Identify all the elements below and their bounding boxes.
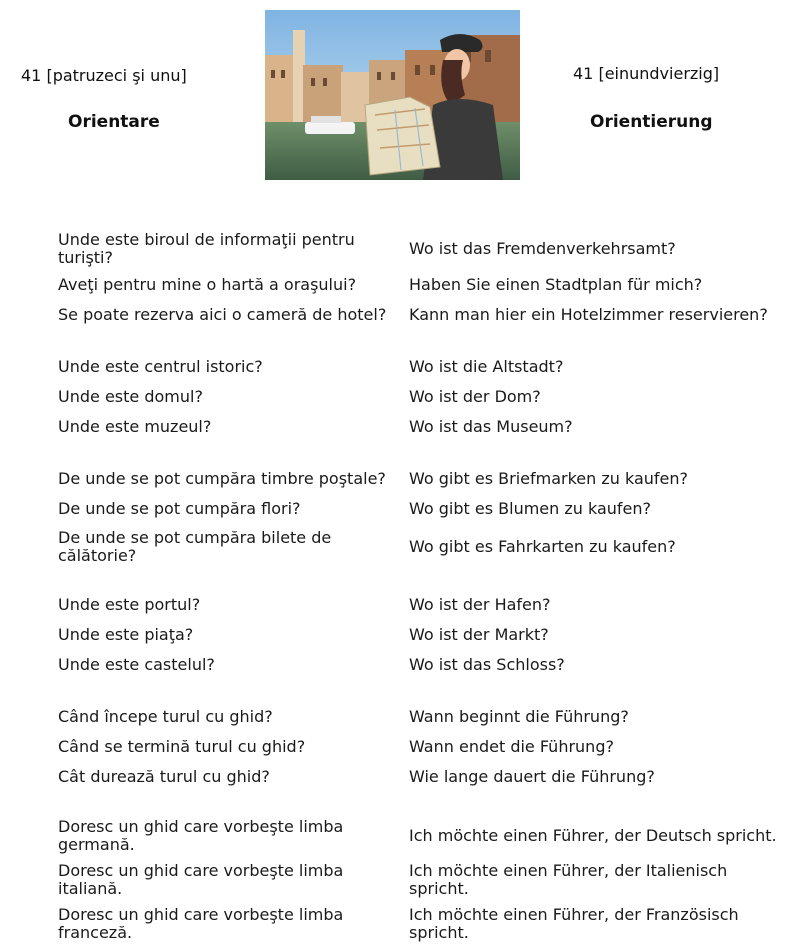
phrase-de: Ich möchte einen Führer, der Italienisch spricht.: [409, 861, 728, 898]
lesson-number-de: 41 [einundvierzig]: [573, 64, 720, 83]
phrase-ro: Unde este biroul de informaţii pentru turişti?: [58, 230, 355, 267]
phrase-de: Haben Sie einen Stadtplan für mich?: [409, 275, 703, 294]
phrase-de: Wo ist die Altstadt?: [409, 357, 564, 376]
phrase-de: Wo ist der Dom?: [409, 387, 541, 406]
phrase-ro: Aveţi pentru mine o hartă a oraşului?: [58, 275, 357, 294]
phrase-de: Wie lange dauert die Führung?: [409, 767, 655, 786]
lesson-title-de: Orientierung: [590, 112, 713, 132]
phrase-de: Wo ist der Markt?: [409, 625, 549, 644]
phrase-de: Wo gibt es Briefmarken zu kaufen?: [409, 469, 689, 488]
phrase-ro: Doresc un ghid care vorbeşte limba franceză.: [58, 905, 344, 942]
phrase-ro: De unde se pot cumpăra timbre poştale?: [58, 469, 386, 488]
tourist-venice-photo: [265, 10, 520, 180]
phrase-ro: Când începe turul cu ghid?: [58, 707, 273, 726]
phrase-de: Wo ist das Fremdenverkehrsamt?: [409, 239, 676, 258]
phrase-ro: Unde este muzeul?: [58, 417, 212, 436]
phrase-ro: Unde este castelul?: [58, 655, 215, 674]
lesson-title-ro: Orientare: [68, 112, 160, 132]
phrase-ro: Doresc un ghid care vorbeşte limba germană.: [58, 817, 344, 854]
phrase-de: Ich möchte einen Führer, der Deutsch spricht.: [409, 826, 777, 845]
phrase-ro: Doresc un ghid care vorbeşte limba italiană.: [58, 861, 344, 898]
phrase-ro: Cât durează turul cu ghid?: [58, 767, 270, 786]
phrase-de: Wo ist das Schloss?: [409, 655, 565, 674]
phrase-ro: De unde se pot cumpăra flori?: [58, 499, 301, 518]
phrase-ro: De unde se pot cumpăra bilete de călătorie?: [58, 528, 332, 565]
phrase-ro: Unde este domul?: [58, 387, 203, 406]
phrase-de: Wo gibt es Fahrkarten zu kaufen?: [409, 537, 676, 556]
phrase-de: Ich möchte einen Führer, der Französisch spricht.: [409, 905, 739, 942]
phrase-ro: Unde este piaţa?: [58, 625, 194, 644]
phrase-de: Kann man hier ein Hotelzimmer reservieren?: [409, 305, 768, 324]
lesson-number-ro: 41 [patruzeci şi unu]: [21, 66, 187, 85]
phrase-de: Wo ist der Hafen?: [409, 595, 551, 614]
phrase-ro: Se poate rezerva aici o cameră de hotel?: [58, 305, 387, 324]
phrase-de: Wann beginnt die Führung?: [409, 707, 629, 726]
phrase-de: Wann endet die Führung?: [409, 737, 614, 756]
phrase-de: Wo gibt es Blumen zu kaufen?: [409, 499, 652, 518]
phrase-ro: Unde este centrul istoric?: [58, 357, 263, 376]
phrase-ro: Unde este portul?: [58, 595, 201, 614]
phrase-ro: Când se termină turul cu ghid?: [58, 737, 306, 756]
phrase-de: Wo ist das Museum?: [409, 417, 573, 436]
